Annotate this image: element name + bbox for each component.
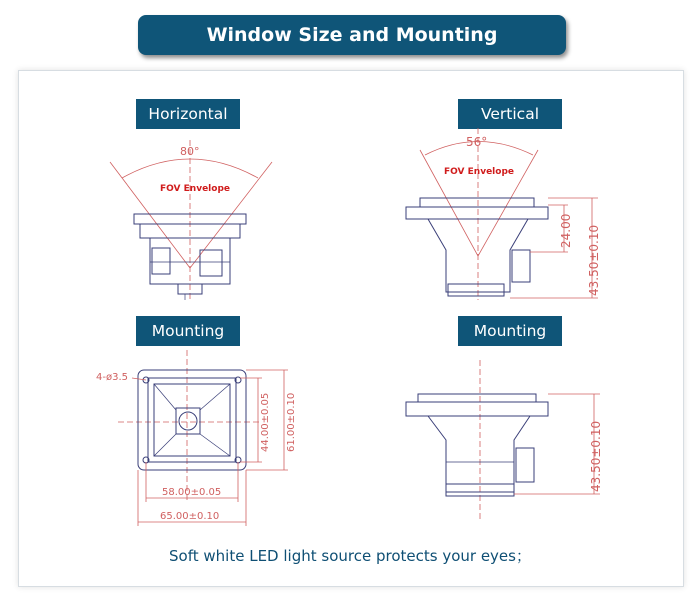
- horizontal-drawing: [110, 140, 272, 300]
- mount-right-drawing: [406, 360, 603, 520]
- footer-caption: Soft white LED light source protects your eyes；: [169, 547, 531, 565]
- label-mounting-right: Mounting: [458, 316, 562, 346]
- mount-left-drawing: [96, 350, 297, 526]
- horizontal-angle-label: 80°: [180, 145, 200, 158]
- mount-left-dim-inner-h: 44.00±0.05: [260, 392, 271, 452]
- vertical-fov-label: FOV Envelope: [444, 167, 514, 177]
- horizontal-fov-label: FOV Envelope: [160, 184, 230, 194]
- vertical-angle-label: 56°: [466, 135, 488, 149]
- vertical-dim-height: 43.50±0.10: [587, 224, 601, 296]
- mount-left-dim-inner-w: 58.00±0.05: [162, 487, 222, 498]
- mount-left-dim-outer-w: 65.00±0.10: [160, 511, 220, 522]
- mount-left-dim-outer-h: 61.00±0.10: [286, 392, 297, 452]
- page-title: Window Size and Mounting: [138, 15, 566, 55]
- label-horizontal: Horizontal: [136, 99, 240, 129]
- mount-left-hole: 4-ø3.5: [96, 372, 128, 383]
- label-vertical: Vertical: [458, 99, 562, 129]
- vertical-drawing: [406, 128, 601, 300]
- vertical-dim-small: 24.00: [559, 213, 573, 248]
- label-mounting-left: Mounting: [136, 316, 240, 346]
- mount-right-dim-height: 43.50±0.10: [589, 420, 603, 492]
